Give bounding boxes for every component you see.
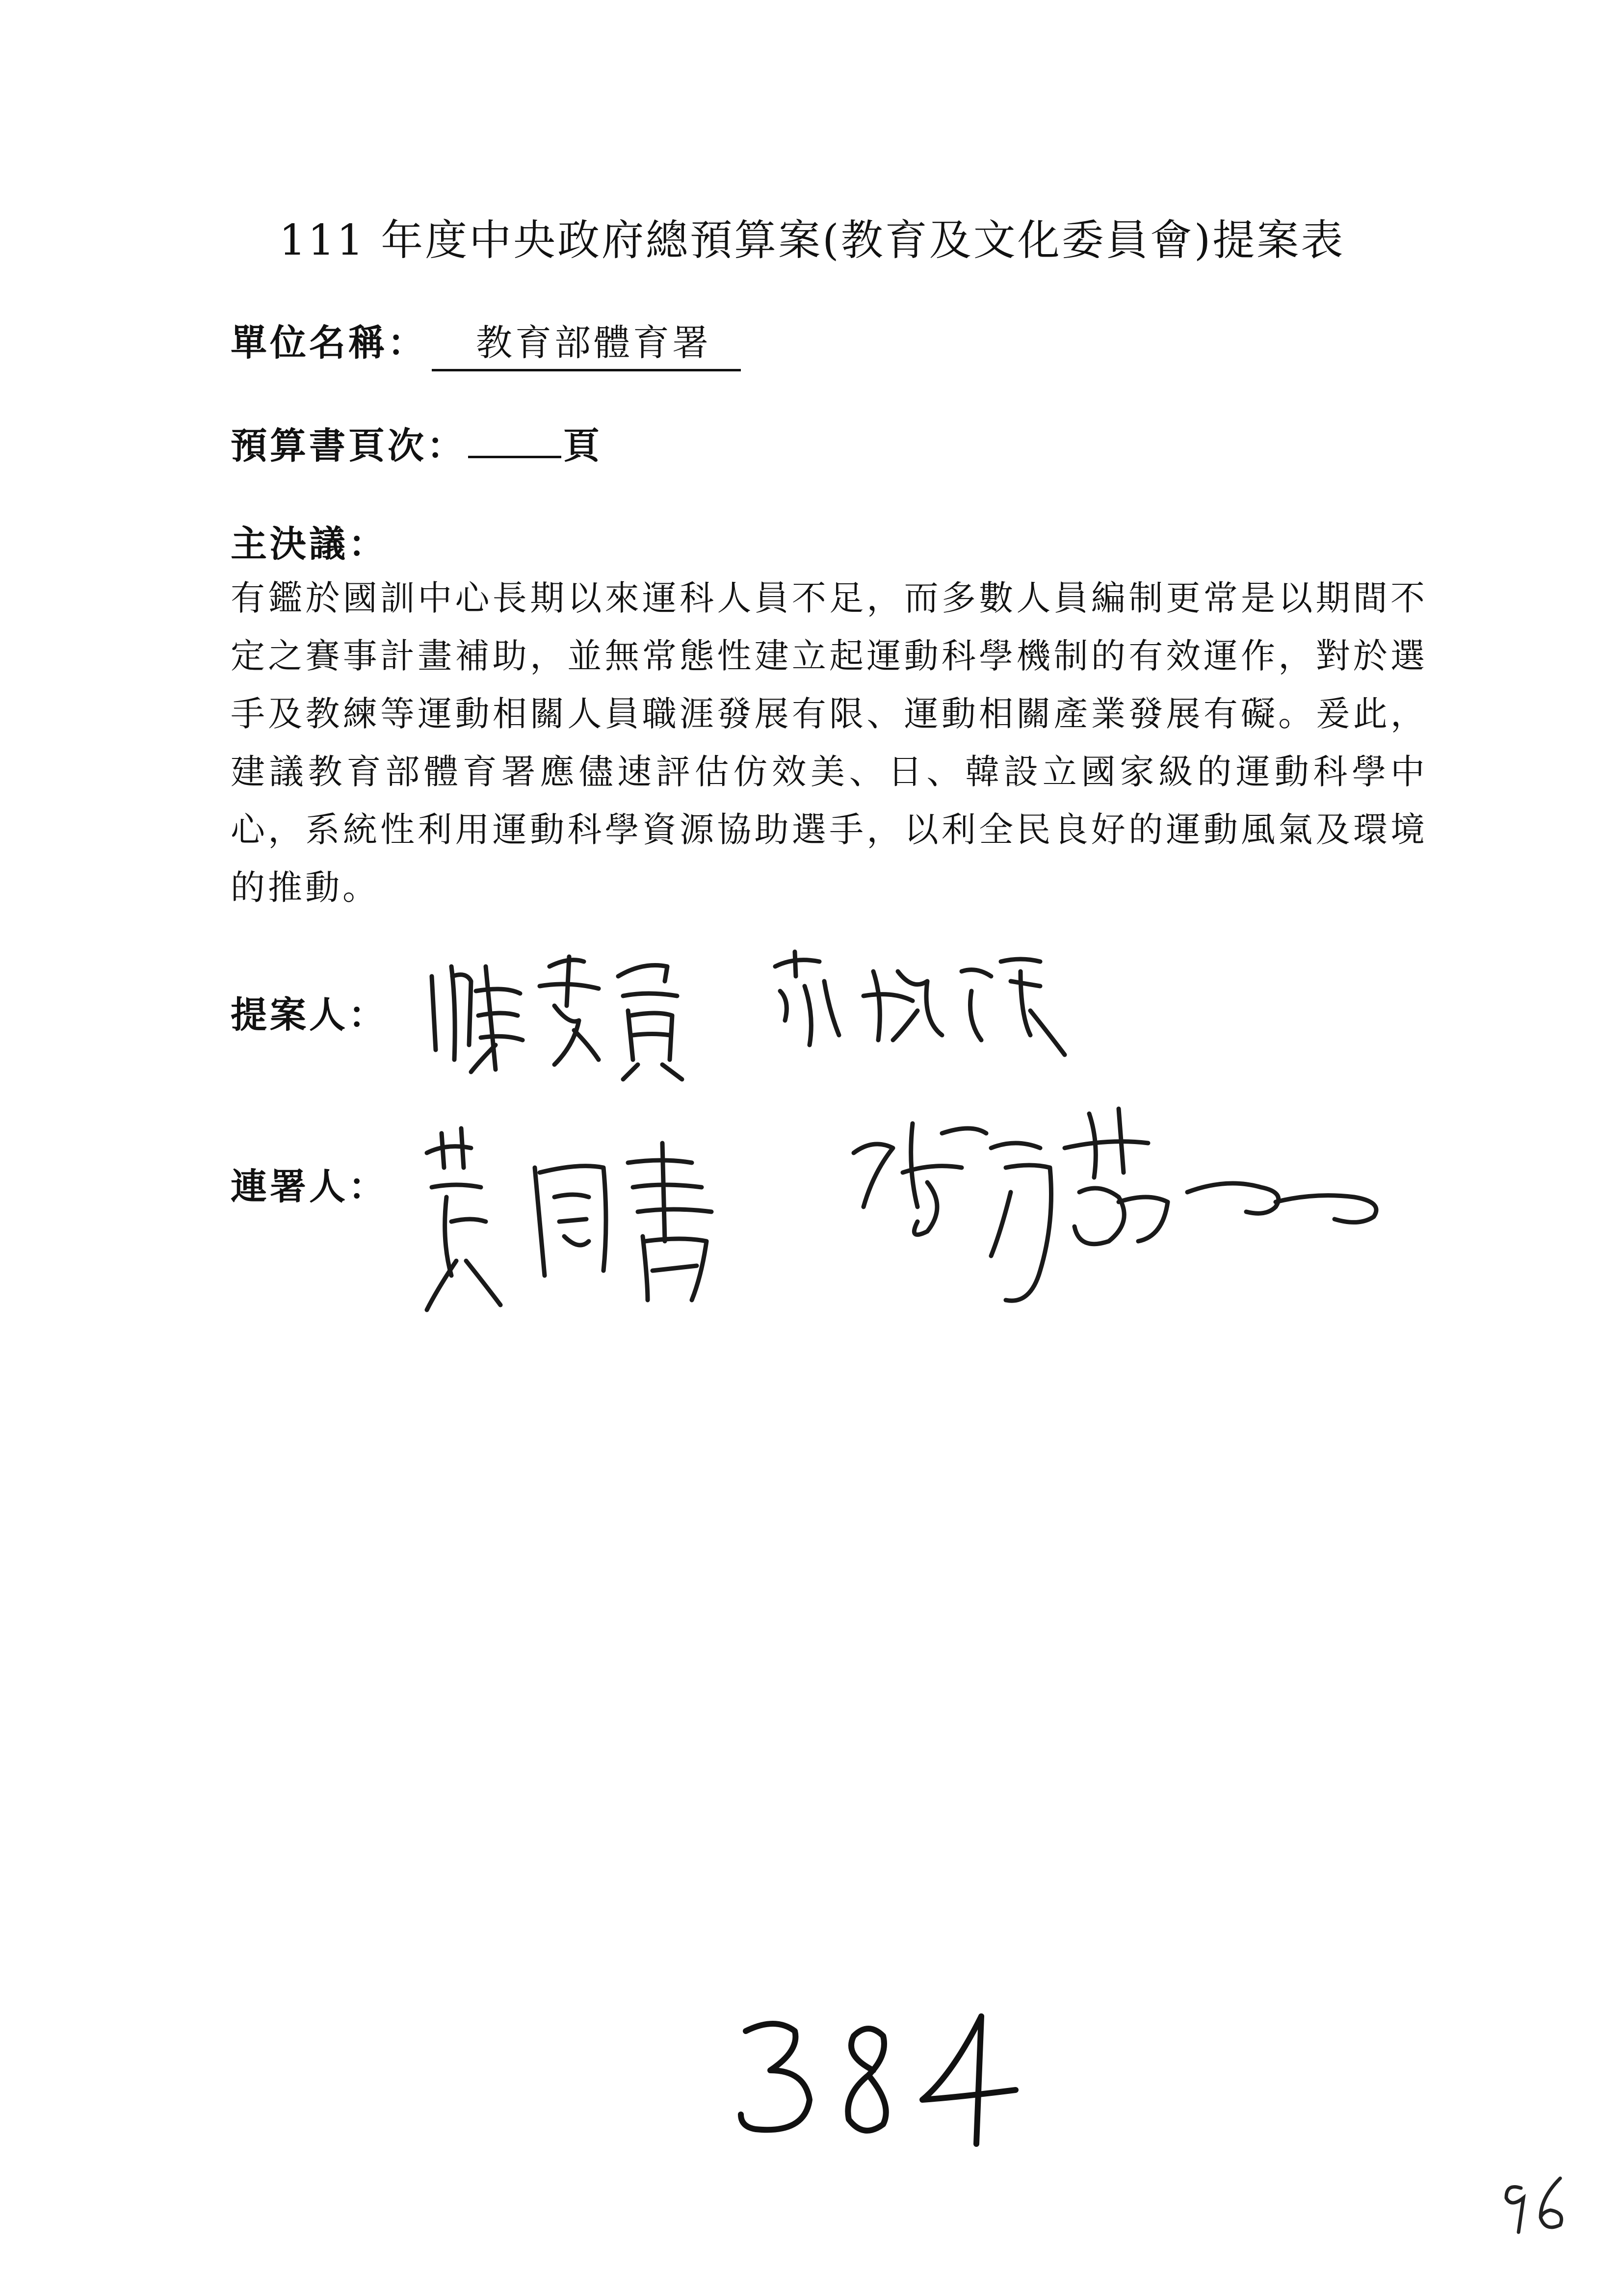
budget-page-blank: [468, 425, 561, 458]
proposer-signature-1: [422, 947, 697, 1084]
proposer-signature-2: [765, 942, 1070, 1070]
unit-name-row: [231, 314, 741, 371]
budget-page-label: 預算書頁次：: [231, 425, 466, 467]
unit-name-label: 單位名稱：: [231, 322, 427, 364]
handwritten-page-number: [726, 2002, 1040, 2149]
document-title: 111 年度中央政府總預算案(教育及文化委員會)提案表: [279, 216, 1345, 265]
cosigner-label: 連署人：: [231, 1166, 388, 1208]
resolution-label: 主決議：: [231, 523, 388, 565]
unit-name-value: 教育部體育署: [432, 314, 741, 371]
corner-page-number: [1492, 2168, 1580, 2242]
budget-page-suffix: 頁: [563, 425, 602, 467]
resolution-text: 有鑑於國訓中心長期以來運科人員不足，而多數人員編制更常是以期間不定之賽事計畫補助，並無常態性建立起運動科學機制的有效運作，對於選手及教練等運動相關人員職涯發展有限、運動相關產業發展有礙。爰此，建議教育部體育署應儘速評估仿效美、日、韓設立國家級的運動科學中心，系統性利用運動科學資源協助選手，以利全民良好的運動風氣及環境的推動。: [231, 578, 1428, 908]
cosigner-signature-1: [417, 1114, 731, 1320]
cosigner-signature-2: [844, 1094, 1393, 1310]
proposer-label: 提案人：: [231, 994, 388, 1036]
budget-page-row: [231, 417, 602, 469]
